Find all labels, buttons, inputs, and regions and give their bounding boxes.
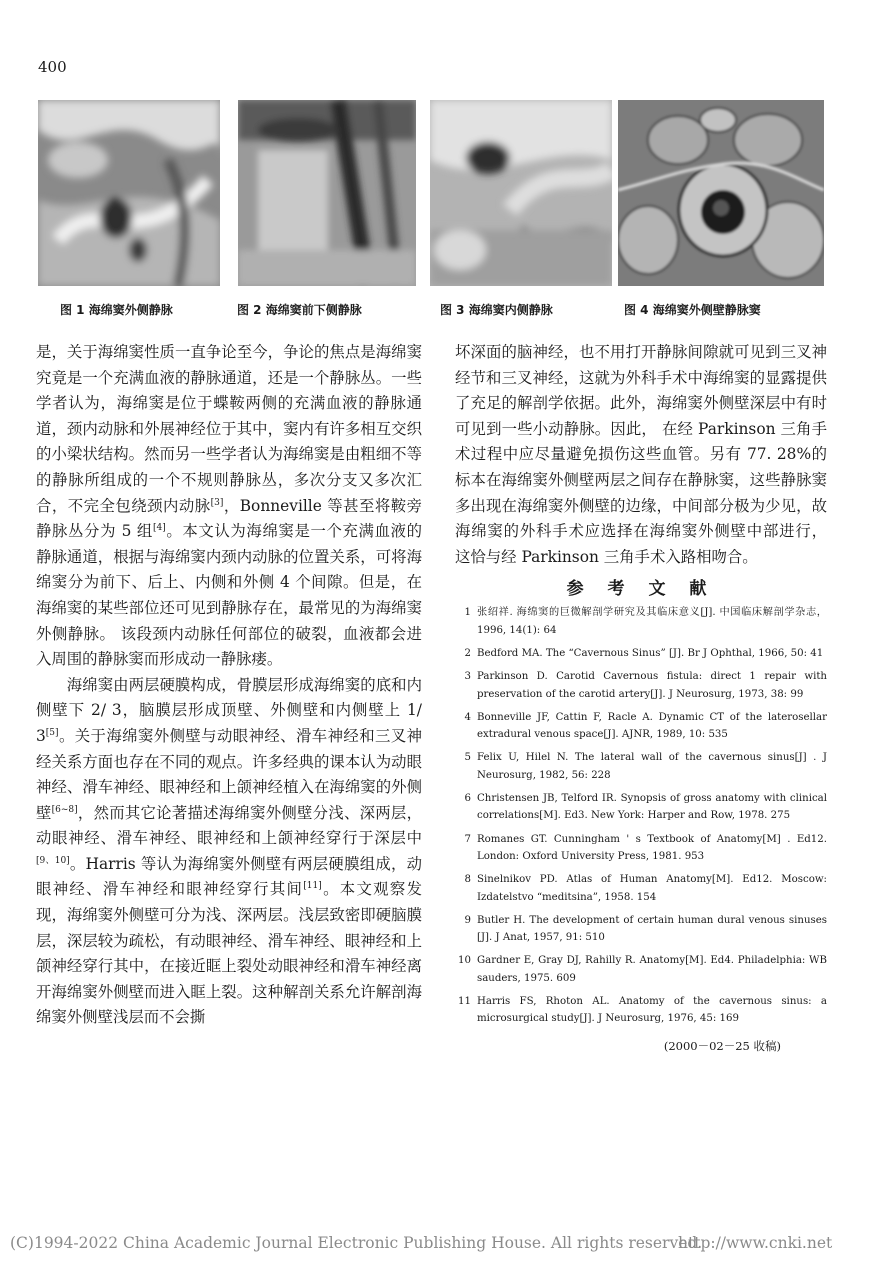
reference-item — [455, 912, 827, 947]
received-date: (2000－02－25 收稿) — [663, 1038, 781, 1053]
copyright-footer — [10, 1234, 876, 1252]
figure-4-caption: 图 4 海绵窦外侧壁静脉窦 — [624, 303, 761, 317]
reference-number: 11 — [458, 995, 471, 1007]
reference-item — [455, 952, 827, 987]
left-paragraph-2: 海绵窦由两层硬膜构成，骨膜层形成海绵窦的底和内侧壁下 2/ 3，脑膜层形成顶壁、外侧壁和内侧壁上 1/ 3[5]。关于海绵窦外侧壁与动眼神经、滑车神经和三叉神经关系方面也存在不同的观点。许多经典的课本认为动眼神经、滑车神经、眼神经和上颌神经植入在海绵窦的外侧壁[6~8]，然而其它论著描述海绵窦外侧壁分浅、深两层，动眼神经、滑车神经、眼神经和上颌神经穿行于深层中[9、10]。Harris 等认为海绵窦外侧壁有两层硬膜组成，动眼神经、滑车神经和眼神经穿行其间[11]。本文观察发现，海绵窦外侧壁可分为浅、深两层。浅层致密即硬脑膜层，深层较为疏松，有动眼神经、滑车神经、眼神经和上颌神经穿行其中，在接近眶上裂处动眼神经和滑车神经离开海绵窦外侧壁而进入眶上裂。这种解剖关系允许解剖海绵窦外侧壁浅层而不会撕 — [36, 675, 422, 1027]
reference-text: Christensen JB, Telford IR. Synopsis of gross anatomy with clinical correlations[M]. Ed3. New York: Harper and Row, 1978. 275 — [477, 793, 827, 822]
reference-item — [455, 790, 827, 825]
copyright-text: (C)1994-2022 China Academic Journal Electronic Publishing House. All rights reserved. — [10, 1234, 703, 1252]
reference-item — [455, 668, 827, 703]
reference-number: 1 — [464, 607, 471, 619]
reference-list — [455, 604, 827, 1027]
figure-3-photo — [430, 100, 612, 286]
reference-item — [455, 604, 827, 639]
reference-text: Felix U, Hilel N. The lateral wall of the cavernous sinus[J] . J Neurosurg, 1982, 56: 228 — [477, 752, 827, 781]
figure-1-caption: 图 1 海绵窦外侧静脉 — [60, 303, 173, 317]
figure-3-caption: 图 3 海绵窦内侧静脉 — [440, 303, 553, 317]
right-paragraph-1: 坏深面的脑神经，也不用打开静脉间隙就可见到三叉神经节和三叉神经，这就为外科手术中海绵窦的显露提供了充足的解剖学依据。此外，海绵窦外侧壁深层中有时可见到一些小动静脉。因此， 在经 Parkinson 三角手术过程中应尽量避免损伤这些血管。另有 77. 28%的标本在海绵窦外侧壁两层之间存在静脉窦，这些静脉窦多出现在海绵窦外侧壁的边缘，中间部分极为少见，故海绵窦的外科手术应选择在海绵窦外侧壁中部进行， 这恰与经 Parkinson 三角手术入路相吻合。 — [455, 343, 827, 566]
reference-text: Romanes GT. Cunningham ' s Textbook of Anatomy[M] . Ed12. London: Oxford University Press, 1981. 953 — [477, 833, 827, 862]
page-number: 400 — [38, 58, 67, 76]
reference-text: Parkinson D. Carotid Cavernous fistula: direct 1 repair with preservation of the carotid artery[J]. J Neurosurg, 1973, 38: 99 — [477, 671, 827, 700]
reference-item — [455, 749, 827, 784]
reference-text: Bonneville JF, Cattin F, Racle A. Dynamic CT of the laterosellar extradural venous space[J]. AJNR, 1989, 10: 535 — [477, 711, 827, 741]
reference-item — [455, 645, 827, 662]
figure-4-photo — [618, 100, 824, 286]
figure-2-caption: 图 2 海绵窦前下侧静脉 — [237, 303, 362, 317]
reference-text: Sinelnikov PD. Atlas of Human Anatomy[M]. Ed12. Moscow: Izdatelstvo “meditsina”, 1958. 154 — [477, 874, 827, 903]
reference-number: 4 — [464, 711, 471, 723]
reference-item — [455, 993, 827, 1028]
reference-item — [455, 831, 827, 866]
reference-number: 9 — [464, 914, 471, 926]
reference-number: 3 — [464, 671, 471, 683]
references-title: 参 考 文 献 — [566, 579, 716, 600]
right-column — [455, 340, 827, 1059]
figure-2-photo — [238, 100, 416, 286]
reference-number: 6 — [464, 793, 471, 805]
reference-number: 10 — [458, 955, 471, 967]
reference-item — [455, 709, 827, 744]
reference-number: 5 — [464, 752, 471, 764]
left-paragraph-1: 是，关于海绵窦性质一直争论至今，争论的焦点是海绵窦究竟是一个充满血液的静脉通道，还是一个静脉丛。一些学者认为，海绵窦是位于蝶鞍两侧的充满血液的静脉通道，颈内动脉和外展神经位于其中，窦内有许多相互交织的小梁状结构。然而另一些学者认为海绵窦是由粗细不等的静脉所组成的一个不规则静脉丛，多次分支又多次汇合，不完全包绕颈内动脉[3]，Bonneville 等甚至将鞍旁静脉丛分为 5 组[4]。本文认为海绵窦是一个充满血液的静脉通道，根据与海绵窦内颈内动脉的位置关系，可将海绵窦分为前下、后上、内侧和外侧 4 个间隙。但是，在海绵窦的某些部位还可见到静脉存在，最常见的为海绵窦外侧静脉。 该段颈内动脉任何部位的破裂，血液都会进入周围的静脉窦而形成动一静脉瘘。 — [36, 343, 422, 669]
figure-1-photo — [38, 100, 220, 286]
reference-number: 2 — [464, 647, 471, 659]
reference-text: Harris FS, Rhoton AL. Anatomy of the cavernous sinus: a microsurgical study[J]. J Neurosurg, 1976, 45: 169 — [477, 995, 827, 1025]
reference-text: 张绍祥. 海绵窦的巨微解剖学研究及其临床意义[J]. 中国临床解剖学杂志，1996, 14(1): 64 — [477, 607, 827, 636]
left-column — [36, 340, 422, 1031]
reference-number: 8 — [464, 874, 471, 886]
reference-item — [455, 871, 827, 906]
cnki-site-link[interactable]: http://www.cnki.net — [678, 1234, 833, 1252]
reference-text: Gardner E, Gray DJ, Rahilly R. Anatomy[M]. Ed4. Philadelphia: WB sauders, 1975. 609 — [477, 955, 827, 984]
reference-text: Bedford MA. The “Cavernous Sinus” [J]. Br J Ophthal, 1966, 50: 41 — [477, 647, 824, 659]
reference-text: Butler H. The development of certain human dural venous sinuses [J]. J Anat, 1957, 91: 510 — [477, 914, 827, 944]
reference-number: 7 — [464, 833, 471, 845]
